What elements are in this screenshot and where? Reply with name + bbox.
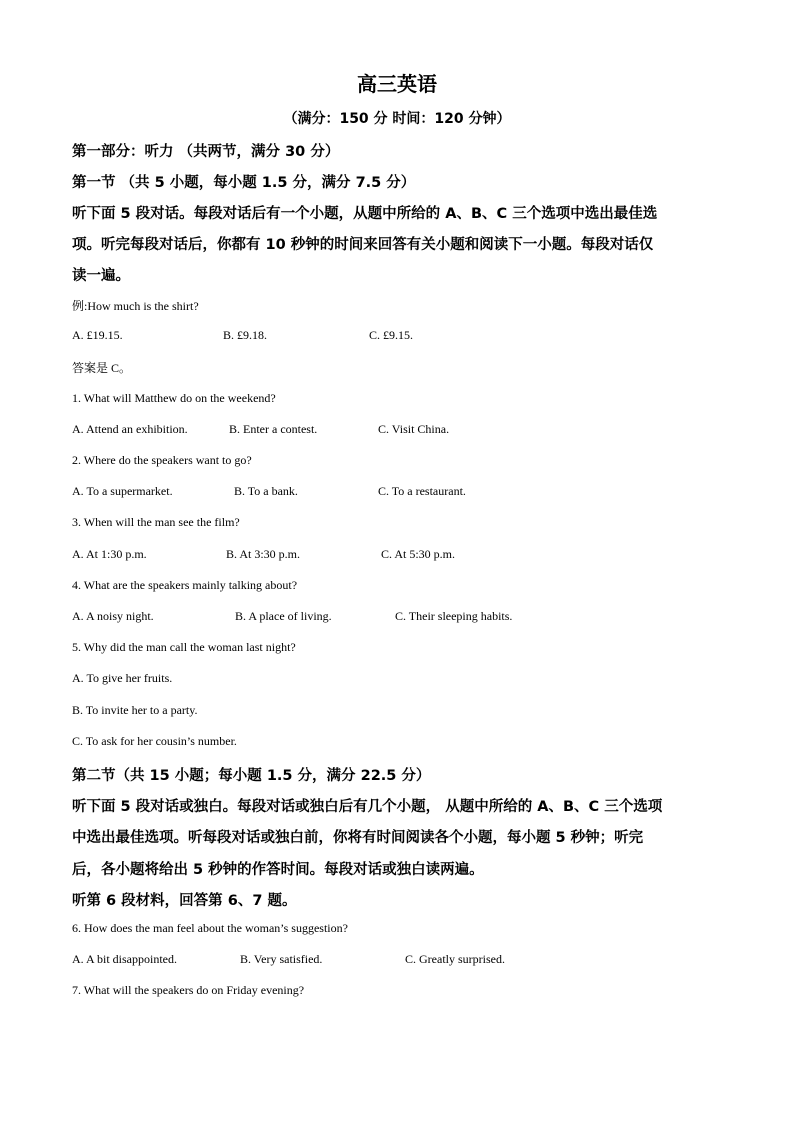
question-3-option-b: B. At 3:30 p.m. [226, 547, 301, 561]
question-1-option-c: C. Visit China. [378, 422, 450, 436]
question-6-option-c: C. Greatly surprised. [405, 952, 505, 966]
question-3-option-c: C. At 5:30 p.m. [381, 547, 456, 561]
question-2-option-c: C. To a restaurant. [378, 484, 466, 498]
question-1-option-a: A. Attend an exhibition. [72, 422, 188, 436]
question-5-option-a: A. To give her fruits. [72, 671, 173, 685]
question-4-option-a: A. A noisy night. [72, 609, 154, 623]
question-6: 6. How does the man feel about the woman’s suggestion? [72, 921, 348, 935]
question-6-option-b: B. Very satisfied. [240, 952, 323, 966]
question-2-option-b: B. To a bank. [234, 484, 298, 498]
section1-instruction-line-1: 听下面 5 段对话。每段对话后有一个小题，从题中所给的 A、B、C 三个选项中选出最佳选 [72, 206, 658, 222]
page-title: 高三英语 [357, 72, 437, 96]
section1-instruction-line-3: 读一遍。 [72, 268, 130, 284]
section2-instruction-line-3: 后，各小题将给出 5 秒钟的作答时间。每段对话或独白读两遍。 [72, 862, 484, 878]
question-7: 7. What will the speakers do on Friday evening? [72, 983, 305, 997]
question-3-option-a: A. At 1:30 p.m. [72, 547, 147, 561]
section2-instruction-line-2: 中选出最佳选项。听每段对话或独白前，你将有时间阅读各个小题，每小题 5 秒钟；听完 [72, 830, 644, 846]
question-1-option-b: B. Enter a contest. [229, 422, 318, 436]
question-5-option-c: C. To ask for her cousin’s number. [72, 734, 237, 748]
example-option-b: B. £9.18. [223, 328, 268, 342]
example-question: 例:How much is the shirt? [72, 299, 199, 313]
question-6-option-a: A. A bit disappointed. [72, 952, 177, 966]
question-5-option-b: B. To invite her to a party. [72, 703, 198, 717]
part1-heading: 第一部分：听力 （共两节，满分 30 分） [72, 144, 340, 160]
question-2: 2. Where do the speakers want to go? [72, 453, 252, 467]
example-option-a: A. £19.15. [72, 328, 123, 342]
section1-instruction-line-2: 项。听完每段对话后，你都有 10 秒钟的时间来回答有关小题和阅读下一小题。每段对话仅 [72, 237, 654, 253]
question-4: 4. What are the speakers mainly talking about? [72, 578, 298, 592]
section1-heading: 第一节 （共 5 小题，每小题 1.5 分，满分 7.5 分） [72, 175, 416, 191]
material-note: 听第 6 段材料，回答第 6、7 题。 [72, 893, 297, 909]
question-1: 1. What will Matthew do on the weekend? [72, 391, 276, 405]
question-4-option-b: B. A place of living. [235, 609, 332, 623]
question-4-option-c: C. Their sleeping habits. [395, 609, 513, 623]
section2-heading: 第二节（共 15 小题；每小题 1.5 分，满分 22.5 分） [72, 768, 431, 784]
example-answer: 答案是 C。 [72, 361, 132, 375]
question-2-option-a: A. To a supermarket. [72, 484, 173, 498]
example-option-c: C. £9.15. [369, 328, 414, 342]
question-3: 3. When will the man see the film? [72, 515, 240, 529]
question-5: 5. Why did the man call the woman last night? [72, 640, 296, 654]
page-subtitle: （满分：150 分 时间：120 分钟） [283, 111, 511, 127]
section2-instruction-line-1: 听下面 5 段对话或独白。每段对话或独白后有几个小题， 从题中所给的 A、B、C 三个选项 [72, 799, 663, 815]
